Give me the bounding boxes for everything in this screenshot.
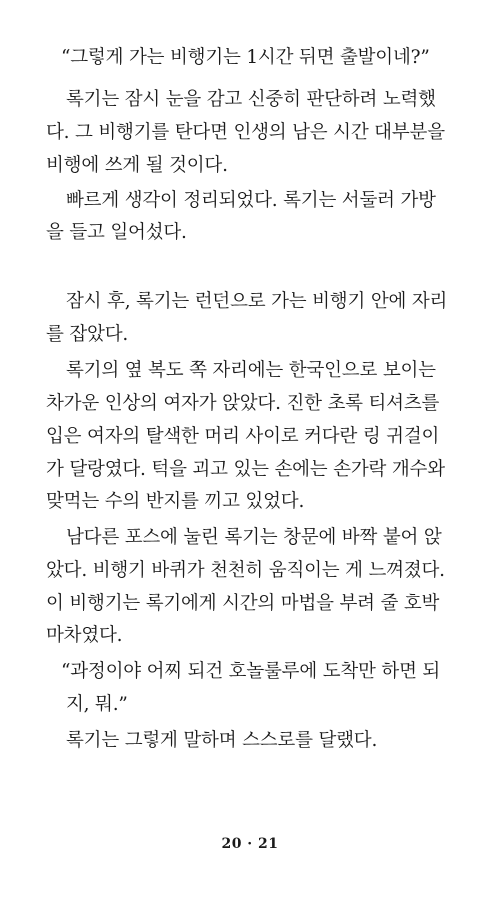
page-number: 20 · 21	[221, 836, 279, 852]
text-line: 를 잡았다.	[46, 324, 129, 345]
text-line: 잠시 후, 록기는 런던으로 가는 비행기 안에 자리	[66, 291, 448, 312]
text-line: 마차였다.	[46, 625, 123, 646]
text-line: 가 달랑였다. 턱을 괴고 있는 손에는 손가락 개수와	[46, 459, 445, 480]
text-line: 다. 그 비행기를 탄다면 인생의 남은 시간 대부분을	[46, 122, 445, 143]
text-line: 을 들고 일어섰다.	[46, 222, 187, 243]
text-line: 입은 여자의 탈색한 머리 사이로 커다란 링 귀걸이	[46, 426, 440, 447]
text-line: 이 비행기는 록기에게 시간의 마법을 부려 줄 호박	[46, 593, 440, 614]
text-line: 맞먹는 수의 반지를 끼고 있었다.	[46, 491, 305, 512]
text-line: 남다른 포스에 눌린 록기는 창문에 바짝 붙어 앉	[66, 527, 442, 548]
text-line: 록기는 잠시 눈을 감고 신중히 판단하려 노력했	[66, 89, 436, 110]
text-line: 지, 뭐.”	[66, 694, 128, 715]
text-line: 비행에 쓰게 될 것이다.	[46, 155, 228, 176]
text-line: 록기는 그렇게 말하며 스스로를 달랬다.	[66, 730, 378, 751]
text-line: 록기의 옆 복도 쪽 자리에는 한국인으로 보이는	[66, 360, 436, 381]
text-line: “그렇게 가는 비행기는 1시간 뒤면 출발이네?”	[61, 47, 430, 68]
text-line: “과정이야 어찌 되건 호놀룰루에 도착만 하면 되	[61, 661, 441, 682]
text-line: 빠르게 생각이 정리되었다. 록기는 서둘러 가방	[66, 190, 436, 211]
text-line: 차가운 인상의 여자가 앉았다. 진한 초록 티셔츠를	[46, 393, 440, 414]
text-line: 았다. 비행기 바퀴가 천천히 움직이는 게 느껴졌다.	[46, 560, 445, 581]
